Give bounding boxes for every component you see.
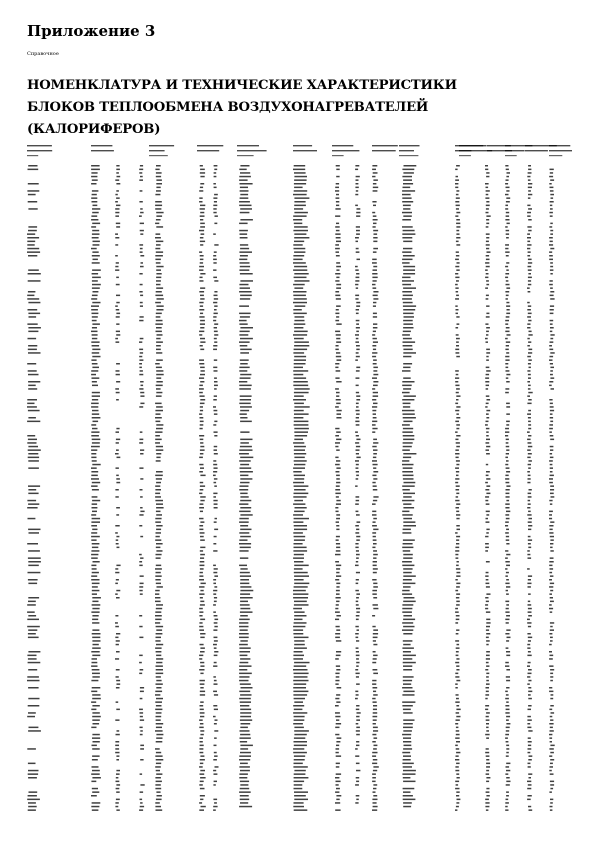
- characteristics-table: [27, 143, 572, 813]
- heading-line-3: (КАЛОРИФЕРОВ): [27, 122, 161, 137]
- heading-line-2: БЛОКОВ ТЕПЛООБМЕНА ВОЗДУХОНАГРЕВАТЕЛЕЙ: [27, 100, 429, 115]
- appendix-title: Приложение 3: [27, 22, 156, 40]
- document-heading: [27, 75, 572, 141]
- reference-note: Справочное: [27, 51, 59, 57]
- illegible-table-texture: [27, 143, 572, 813]
- heading-line-1: НОМЕНКЛАТУРА И ТЕХНИЧЕСКИЕ ХАРАКТЕРИСТИКИ: [27, 78, 457, 93]
